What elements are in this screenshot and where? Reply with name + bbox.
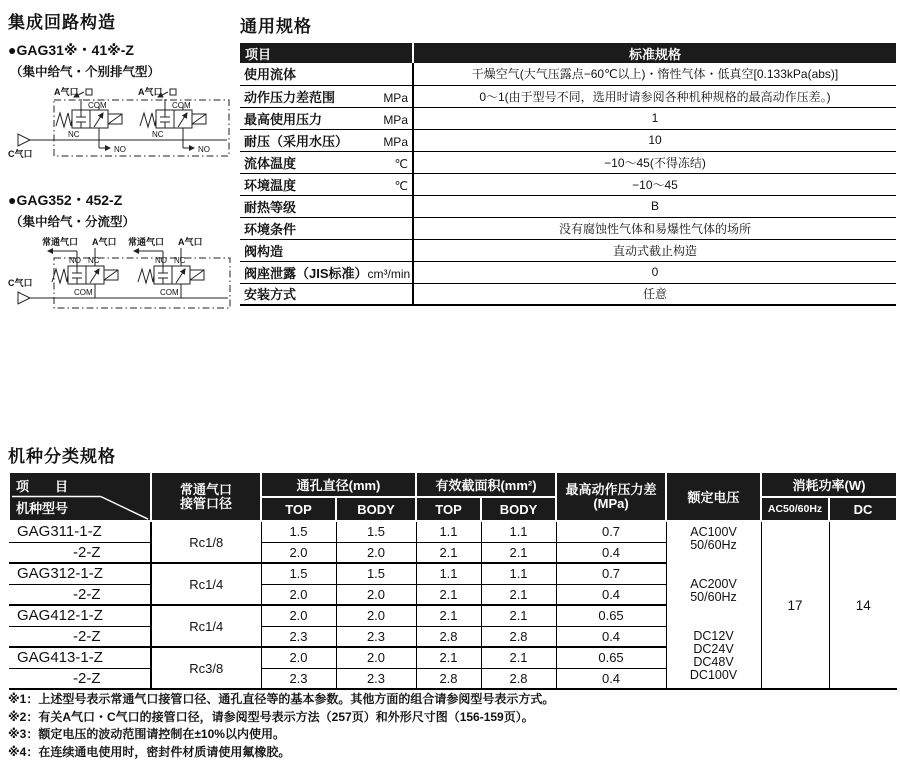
circuit-section-title: 集成回路构造 <box>8 13 116 32</box>
valve-symbol <box>138 86 210 154</box>
table-header-row <box>9 472 897 497</box>
no-label: NO <box>114 145 126 154</box>
bore-body-cell: 2.0 <box>336 647 416 668</box>
area-top-cell: 2.1 <box>416 542 481 563</box>
bore-top-cell: 2.3 <box>261 626 336 647</box>
pressure-diff-cell: 0.7 <box>556 563 666 584</box>
footnote-1: ※1：上述型号表示常通气口接管口径、通孔直径等的基本参数。其他方面的组合请参阅型号表示方式。 <box>8 692 555 706</box>
c-port-triangle-icon <box>18 134 30 146</box>
header-rated-voltage: 额定电压 <box>666 472 761 521</box>
circuit-diagram-gag352 <box>8 236 236 320</box>
spec-value: 没有腐蚀性气体和易爆性气体的场所 <box>413 217 896 239</box>
spec-value: 10 <box>413 129 896 151</box>
header-max-pressure-diff-line2: (MPa) <box>593 495 629 511</box>
circuit-section <box>8 8 238 320</box>
nc-label: NC <box>152 130 164 139</box>
header-item-model-cell <box>9 472 151 521</box>
table-row <box>240 107 896 129</box>
model-number-cell: GAG311-1-Z <box>9 521 151 542</box>
header-power-ac: AC50/60Hz <box>761 497 829 521</box>
voltage-line: DC48V <box>693 655 734 669</box>
area-body-cell: 2.1 <box>481 584 556 605</box>
c-port-label: C气口 <box>8 278 33 288</box>
footnote-3: ※3：额定电压的波动范围请控制在±10%以内使用。 <box>8 727 285 741</box>
voltage-group-ac100 <box>667 526 761 552</box>
diagram2-model-label: ●GAG352・452-Z <box>8 192 123 208</box>
c-port-label: C气口 <box>8 149 33 159</box>
general-specs-section <box>240 12 896 306</box>
header-bore-diameter: 通孔直径(mm) <box>261 472 416 497</box>
area-top-cell: 2.1 <box>416 584 481 605</box>
footnote-2: ※2：有关A气口・C气口的接管口径，请参阅型号表示方法（257页）和外形尺寸图（156-159页）。 <box>8 709 534 724</box>
spec-value: 0 <box>413 261 896 283</box>
area-top-cell: 2.1 <box>416 605 481 626</box>
nc-label: NC <box>88 256 100 265</box>
header-bore-top: TOP <box>261 497 336 521</box>
diagram1-model-label: ●GAG31※・41※-Z <box>8 42 134 58</box>
spec-unit: ℃ <box>394 178 408 193</box>
table-row <box>240 63 896 85</box>
area-body-cell: 2.1 <box>481 542 556 563</box>
header-area-top: TOP <box>416 497 481 521</box>
spec-unit: cm³/min <box>367 266 411 281</box>
power-dc-cell: 14 <box>829 521 897 689</box>
a-port-label: A气口 <box>54 87 79 97</box>
header-port-size <box>151 472 261 521</box>
model-specs-table <box>8 471 898 690</box>
voltage-line: AC200V <box>690 577 737 591</box>
header-effective-area: 有效截面积(mm²) <box>416 472 556 497</box>
model-number-cell: -2-Z <box>73 669 101 687</box>
com-label: COM <box>160 288 179 297</box>
model-number-cell: GAG412-1-Z <box>9 605 151 626</box>
nc-label: NC <box>174 256 186 265</box>
a-port-label: A气口 <box>178 237 203 247</box>
port-size-cell: Rc1/8 <box>151 521 261 563</box>
spec-unit: ℃ <box>394 156 408 171</box>
no-label: NO <box>198 145 210 154</box>
table-row <box>240 195 896 217</box>
com-label: COM <box>74 288 93 297</box>
table-header-row <box>240 43 896 63</box>
header-max-pressure-diff-line1: 最高动作压力差 <box>565 482 657 497</box>
table-row <box>240 85 896 107</box>
pressure-diff-cell: 0.7 <box>556 521 666 542</box>
voltage-line: 50/60Hz <box>690 590 737 604</box>
voltage-line: AC100V <box>690 525 737 539</box>
header-port-size-line2: 接管口径 <box>179 495 232 511</box>
rated-voltage-cell <box>666 521 761 689</box>
bore-body-cell: 2.3 <box>336 668 416 689</box>
normal-port-label: 常通气口 <box>128 237 165 247</box>
area-top-cell: 2.8 <box>416 668 481 689</box>
normal-port-label: 常通气口 <box>42 237 79 247</box>
spec-unit: MPa <box>383 112 408 127</box>
spec-value: 干燥空气(大气压露点−60℃以上)・惰性气体・低真空[0.133kPa(abs)] <box>413 63 896 85</box>
spec-value: 任意 <box>413 283 896 305</box>
header-power-dc: DC <box>829 497 897 521</box>
header-item: 项目 <box>240 43 413 63</box>
spring-icon <box>56 113 72 127</box>
bore-body-cell: 2.0 <box>336 584 416 605</box>
spec-value: 1 <box>413 107 896 129</box>
pressure-diff-cell: 0.65 <box>556 647 666 668</box>
footnotes <box>8 691 888 761</box>
spec-label: 最高使用压力 <box>244 111 323 127</box>
a-port-label: A气口 <box>92 237 117 247</box>
spec-value: −10～45 <box>413 173 896 195</box>
header-max-pressure-diff <box>556 472 666 521</box>
spec-label: 安装方式 <box>244 287 297 303</box>
header-standard-spec: 标准规格 <box>413 43 896 63</box>
header-item: 项 目 <box>16 479 69 494</box>
model-number-cell: -2-Z <box>9 626 151 647</box>
pressure-diff-cell: 0.4 <box>556 626 666 647</box>
bore-body-cell: 2.0 <box>336 542 416 563</box>
model-number-cell: -2-Z <box>9 584 151 605</box>
com-label: COM <box>172 101 191 110</box>
port-size-cell: Rc3/8 <box>151 647 261 689</box>
bore-top-cell: 2.3 <box>261 668 336 689</box>
valve-symbol <box>52 248 118 298</box>
voltage-group-dc <box>667 630 761 682</box>
voltage-line: 50/60Hz <box>690 538 737 552</box>
pressure-diff-cell: 0.4 <box>556 668 666 689</box>
bore-top-cell: 2.0 <box>261 542 336 563</box>
header-power-consumption: 消耗功率(W) <box>761 472 897 497</box>
diagram2-subtitle: （集中给气・分流型） <box>10 215 136 229</box>
area-body-cell: 2.8 <box>481 668 556 689</box>
bore-top-cell: 1.5 <box>261 521 336 542</box>
spec-label: 动作压力差范围 <box>244 89 336 105</box>
table-row <box>240 129 896 151</box>
voltage-line: DC100V <box>689 668 738 682</box>
table-row <box>240 173 896 195</box>
area-body-cell: 2.1 <box>481 605 556 626</box>
area-top-cell: 2.8 <box>416 626 481 647</box>
spec-unit: MPa <box>383 134 408 149</box>
model-number-cell: -2-Z <box>9 542 151 563</box>
a-port-label: A气口 <box>138 87 163 97</box>
footnote-4: ※4：在连续通电使用时，密封件材质请使用氟橡胶。 <box>8 744 291 759</box>
bore-top-cell: 2.0 <box>261 605 336 626</box>
spring-icon <box>140 113 156 127</box>
table-row <box>240 283 896 305</box>
diagram1-subtitle: （集中给气・个别排气型） <box>10 65 161 79</box>
area-top-cell: 1.1 <box>416 521 481 542</box>
spec-label: 耐热等级 <box>244 199 297 215</box>
bore-body-cell: 2.0 <box>336 605 416 626</box>
pressure-diff-cell: 0.65 <box>556 605 666 626</box>
area-body-cell: 2.8 <box>481 626 556 647</box>
bore-body-cell: 2.3 <box>336 626 416 647</box>
bore-body-cell: 1.5 <box>336 563 416 584</box>
port-size-cell: Rc1/4 <box>151 563 261 605</box>
spec-label: 耐压（采用水压） <box>244 133 349 149</box>
area-top-cell: 1.1 <box>416 563 481 584</box>
area-top-cell: 2.1 <box>416 647 481 668</box>
model-specs-title: 机种分类规格 <box>8 447 116 466</box>
c-port-triangle-icon <box>18 292 30 304</box>
area-body-cell: 1.1 <box>481 563 556 584</box>
header-port-size-line1: 常通气口 <box>179 482 232 497</box>
header-model-number: 机种型号 <box>16 501 69 516</box>
spec-label: 阀构造 <box>244 243 284 259</box>
valve-symbol <box>138 248 204 298</box>
header-bore-body: BODY <box>336 497 416 521</box>
model-number-cell: GAG312-1-Z <box>9 563 151 584</box>
no-label: NO <box>155 256 167 265</box>
spring-icon <box>138 269 154 283</box>
spec-unit: MPa <box>383 90 408 105</box>
spec-label: 环境条件 <box>244 221 297 237</box>
voltage-group-ac200 <box>667 578 761 604</box>
spec-label: 流体温度 <box>244 155 297 171</box>
model-specs-section <box>8 442 896 690</box>
pressure-diff-cell: 0.4 <box>556 584 666 605</box>
bore-top-cell: 1.5 <box>261 563 336 584</box>
circuit-diagram-gag31 <box>8 86 236 164</box>
model-number-cell: GAG413-1-Z <box>9 647 151 668</box>
spec-label: 阀座泄露（JIS标准） <box>244 265 368 281</box>
power-ac-cell: 17 <box>761 521 829 689</box>
spec-value: 0～1(由于型号不同，选用时请参阅各种机种规格的最高动作压差。) <box>413 85 896 107</box>
spec-value: B <box>413 195 896 217</box>
general-specs-table <box>240 43 896 306</box>
table-row <box>240 151 896 173</box>
area-body-cell: 1.1 <box>481 521 556 542</box>
spec-value: −10～45(不得冻结) <box>413 151 896 173</box>
area-body-cell: 2.1 <box>481 647 556 668</box>
general-specs-title: 通用规格 <box>240 17 312 36</box>
no-label: NO <box>69 256 81 265</box>
table-row <box>240 261 896 283</box>
spec-label: 环境温度 <box>244 177 297 193</box>
bore-top-cell: 2.0 <box>261 647 336 668</box>
spec-label: 使用流体 <box>244 67 297 83</box>
voltage-line: DC12V <box>693 629 734 643</box>
voltage-line: DC24V <box>693 642 734 656</box>
table-row <box>240 239 896 261</box>
spec-value: 直动式截止构造 <box>413 239 896 261</box>
bore-top-cell: 2.0 <box>261 584 336 605</box>
valve-symbol <box>54 86 126 154</box>
table-row <box>240 217 896 239</box>
header-area-body: BODY <box>481 497 556 521</box>
pressure-diff-cell: 0.4 <box>556 542 666 563</box>
com-label: COM <box>88 101 107 110</box>
table-row <box>9 521 897 542</box>
port-size-cell: Rc1/4 <box>151 605 261 647</box>
bore-body-cell: 1.5 <box>336 521 416 542</box>
nc-label: NC <box>68 130 80 139</box>
